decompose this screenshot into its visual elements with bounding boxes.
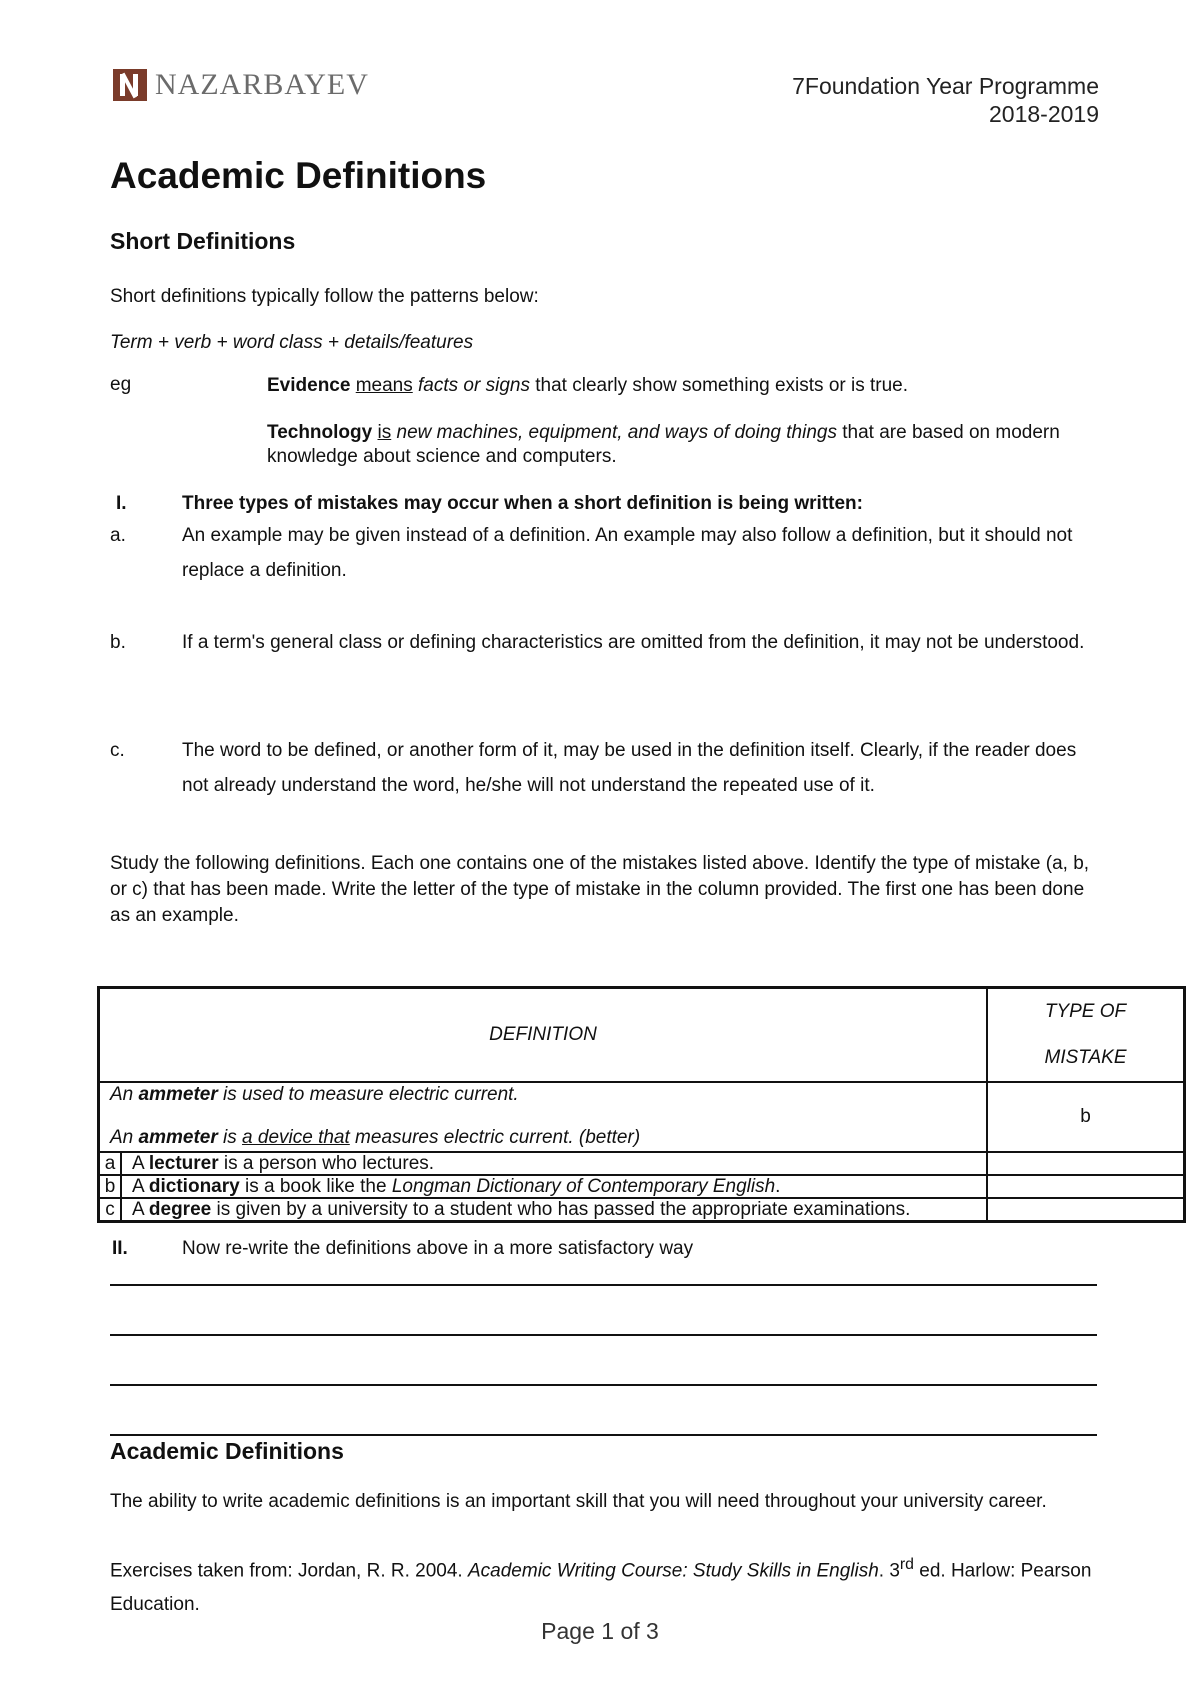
- page-title: Academic Definitions: [110, 155, 487, 196]
- answer-line[interactable]: [110, 1384, 1097, 1386]
- answer-cell[interactable]: [987, 1198, 1185, 1222]
- row-definition: A degree is given by a university to a student who has passed the appropriate examinations.: [121, 1198, 987, 1222]
- definition-column-header: DEFINITION: [99, 988, 988, 1083]
- header-info: [792, 72, 1099, 128]
- study-instructions: Study the following definitions. Each one contains one of the mistakes listed above. Identify the type of mistake (a, b, or c) that has been made. Write the letter of the type of mistake in the column provided. The first one has been done as an example.: [110, 853, 1090, 926]
- short-definitions-heading: Short Definitions: [110, 228, 296, 254]
- mistake-type-column-header: TYPE OF MISTAKE: [987, 988, 1185, 1083]
- definitions-table: [97, 986, 1186, 1223]
- pattern-text: Term + verb + word class + details/features: [110, 332, 474, 353]
- row-definition: A lecturer is a person who lectures.: [121, 1152, 987, 1175]
- academic-year: 2018-2019: [989, 101, 1099, 127]
- source-citation: Exercises taken from: Jordan, R. R. 2004. Academic Writing Course: Study Skills in English. 3rd ed. Harlow: Pearson Education.: [110, 1556, 1092, 1616]
- example-row: [99, 1082, 1185, 1152]
- ability-text: The ability to write academic definitions is an important skill that you will need throughout your university career.: [110, 1491, 1047, 1512]
- example-answer: b: [987, 1082, 1185, 1152]
- university-logo: [113, 68, 369, 102]
- row-letter: c: [99, 1198, 122, 1222]
- table-row: [99, 1152, 1185, 1175]
- table-header-row: [99, 988, 1185, 1083]
- academic-definitions-heading: Academic Definitions: [110, 1438, 344, 1464]
- document-page: NAZARBAYEV 7Foundation Year Programme 2018-2019 Academic Definitions Short Definitions Short definitions typically follow the patterns below: Term + verb + word class + details/features eg Evidence means facts or signs that clearly show something exists or is true. Technology is new machines, equipment, and ways of doing things that are based on modern knowledge about science and computers. I. Three types of mistakes may occur when a short definition is being written: a. An example may be given instead of a definition. An example may also follow a definition, but it should not replace a definition. b. If a term's general class or defining characteristics are omitted from the definition, it may not be understood. c. The word to be defined, or another form of it, may be used in the definition itself. Clearly, if the reader does not already understand the word, he/she will not understand the repeated use of it. Study the following definitions. Each one contains one of the mistakes listed above. Identify the type of mistake (a, b, or c) that has been made. Write the letter of the type of mistake in the column provided. The first one has been done as an example. DEFINITION TYPE OF MISTAKE An ammeter is used to measure electric current. An ammeter is a device that measures electric current. (better) b a A lecturer is a person who lectures. b A dictionary is a book like the Longman Dictionary of Contemporary English. c A degree is given by a university to a student who has passed the appropriate examinations. II. Now re-write the definitions above in a more satisfactory way Academic Definitions The ability to write academic definitions is an important skill that you will need throughout your university career. Exercises taken from: Jordan, R. R. 2004. Academic Writing Course: Study Skills in English. 3rd ed. Harlow: Pearson Education. Page 1 of 3: [0, 0, 1200, 1698]
- example-evidence: Evidence means facts or signs that clearly show something exists or is true.: [267, 375, 909, 396]
- intro-text: Short definitions typically follow the patterns below:: [110, 286, 539, 307]
- example-technology: Technology is new machines, equipment, and ways of doing things that are based on modern knowledge about science and computers.: [267, 422, 1060, 467]
- row-letter: a: [99, 1152, 122, 1175]
- answer-line[interactable]: [110, 1334, 1097, 1336]
- row-letter: b: [99, 1175, 122, 1198]
- answer-line[interactable]: [110, 1284, 1097, 1286]
- example-label: eg: [110, 374, 132, 395]
- nu-logo-icon: [113, 69, 147, 101]
- programme-name: 7Foundation Year Programme: [792, 73, 1099, 99]
- answer-cell[interactable]: [987, 1175, 1185, 1198]
- table-row: [99, 1175, 1185, 1198]
- page-number: Page 1 of 3: [541, 1618, 659, 1644]
- table-row: [99, 1198, 1185, 1222]
- example-definition: An ammeter is used to measure electric current. An ammeter is a device that measures electric current. (better): [99, 1082, 988, 1152]
- logo-text: NAZARBAYEV: [155, 68, 369, 101]
- answer-cell[interactable]: [987, 1152, 1185, 1175]
- answer-line[interactable]: [110, 1434, 1097, 1436]
- row-definition: A dictionary is a book like the Longman Dictionary of Contemporary English.: [121, 1175, 987, 1198]
